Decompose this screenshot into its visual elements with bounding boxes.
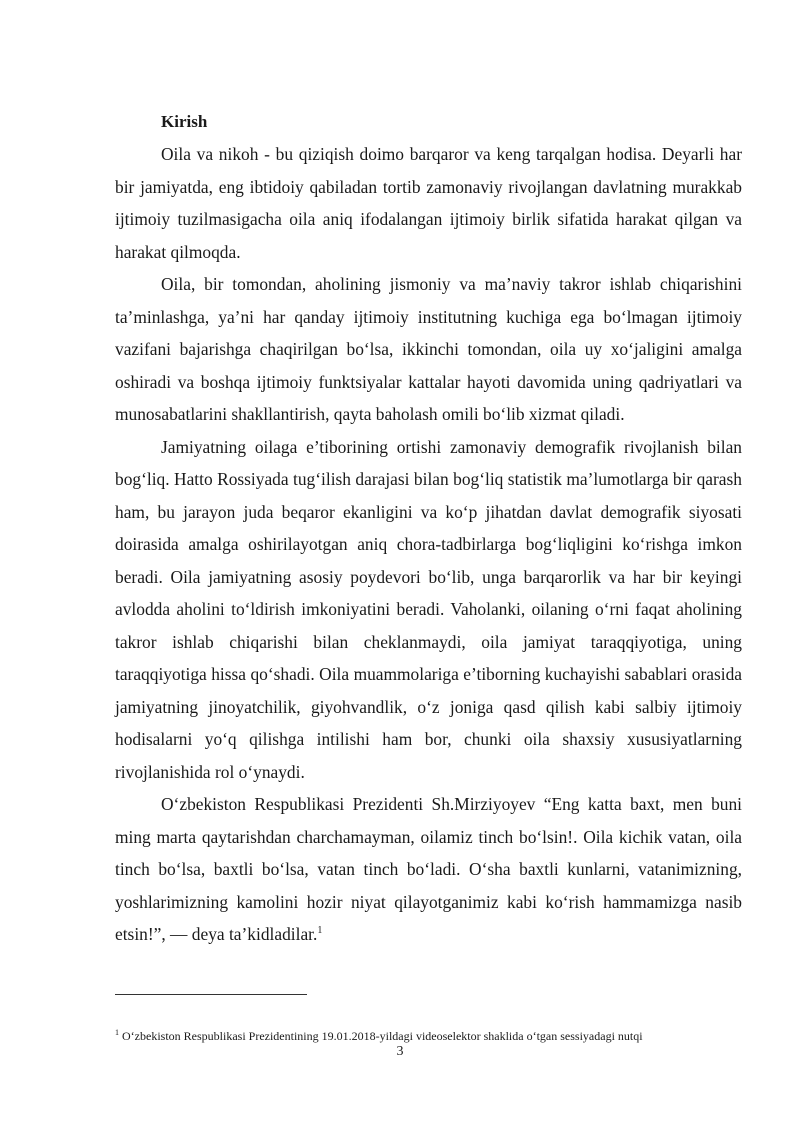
- footnote-reference[interactable]: 1: [317, 925, 323, 937]
- footnote: [115, 1029, 755, 1044]
- paragraph-3: Jamiyatning oilaga e’tiborining ortishi zamonaviy demografik rivojlanish bilan bog‘liq. Hatto Rossiyada tug‘ilish darajasi bilan bog‘liq statistik ma’lumotlarga bir qarash ham, bu jarayon juda beqaror ekanligini va ko‘p jihatdan davlat demografik siyosati doirasida amalga oshirilayotgan aniq chora-tadbirlarga bog‘liqligini ko‘rishga imkon beradi. Oila jamiyatning asosiy poydevori bo‘lib, unga barqarorlik va har bir keyingi avlodda aholini to‘ldirish imkoniyatini beradi. Vaholanki, oilaning o‘rni faqat aholining takror ishlab chiqarishi bilan cheklanmaydi, oila jamiyat taraqqiyotiga, uning taraqqiyotiga hissa qo‘shadi. Oila muammolariga e’tiborning kuchayishi sabablari orasida jamiyatning jinoyatchilik, giyohvandlik, o‘z joniga qasd qilish kabi salbiy ijtimoiy hodisalarni yo‘q qilishga intilishi ham bor, chunki oila shaxsiy xususiyatlarning rivojlanishida rol o‘ynaydi.: [115, 436, 742, 782]
- footnote-marker: 1: [115, 1028, 119, 1037]
- footnote-text: O‘zbekiston Respublikasi Prezidentining 19.01.2018-yildagi videoselektor shaklida o‘tgan sessiyadagi nutqi: [119, 1029, 643, 1043]
- section-heading: Kirish: [161, 112, 208, 131]
- paragraph-2: Oila, bir tomondan, aholining jismoniy va ma’naviy takror ishlab chiqarishini ta’minlashga, ya’ni har qanday ijtimoiy institutning kuchiga ega bo‘lmagan ijtimoiy vazifani bajarishga chaqirilgan bo‘lsa, ikkinchi tomondan, oila uy xo‘jaligini amalga oshiradi va boshqa ijtimoiy funktsiyalar kattalar hayoti davomida uning qadriyatlari va munosabatlarini shakllantirish, qayta baholash omili bo‘lib xizmat qiladi.: [115, 274, 742, 424]
- footnote-divider: [115, 994, 307, 995]
- paragraph-4: [115, 788, 742, 951]
- page-number: 3: [396, 1044, 404, 1059]
- paragraph-4-text: O‘zbekiston Respublikasi Prezidenti Sh.Mirziyoyev “Eng katta baxt, men buni ming marta qaytarishdan charchamayman, oilamiz tinch bo‘lsin!. Oila kichik vatan, oila tinch bo‘lsa, baxtli bo‘lsa, vatan tinch bo‘ladi. O‘sha baxtli kunlarni, vatanimizning, yoshlarimizning kamolini hozir niyat qilayotganimiz kabi ko‘rish hammamizga nasib etsin!”, — deya ta’kidladilar.: [115, 794, 742, 944]
- paragraph-1: Oila va nikoh - bu qiziqish doimo barqaror va keng tarqalgan hodisa. Deyarli har bir jamiyatda, eng ibtidoiy qabiladan tortib zamonaviy rivojlangan davlatning murakkab ijtimoiy tuzilmasigacha oila aniq ifodalangan ijtimoiy birlik sifatida harakat qilgan va harakat qilmoqda.: [115, 144, 742, 262]
